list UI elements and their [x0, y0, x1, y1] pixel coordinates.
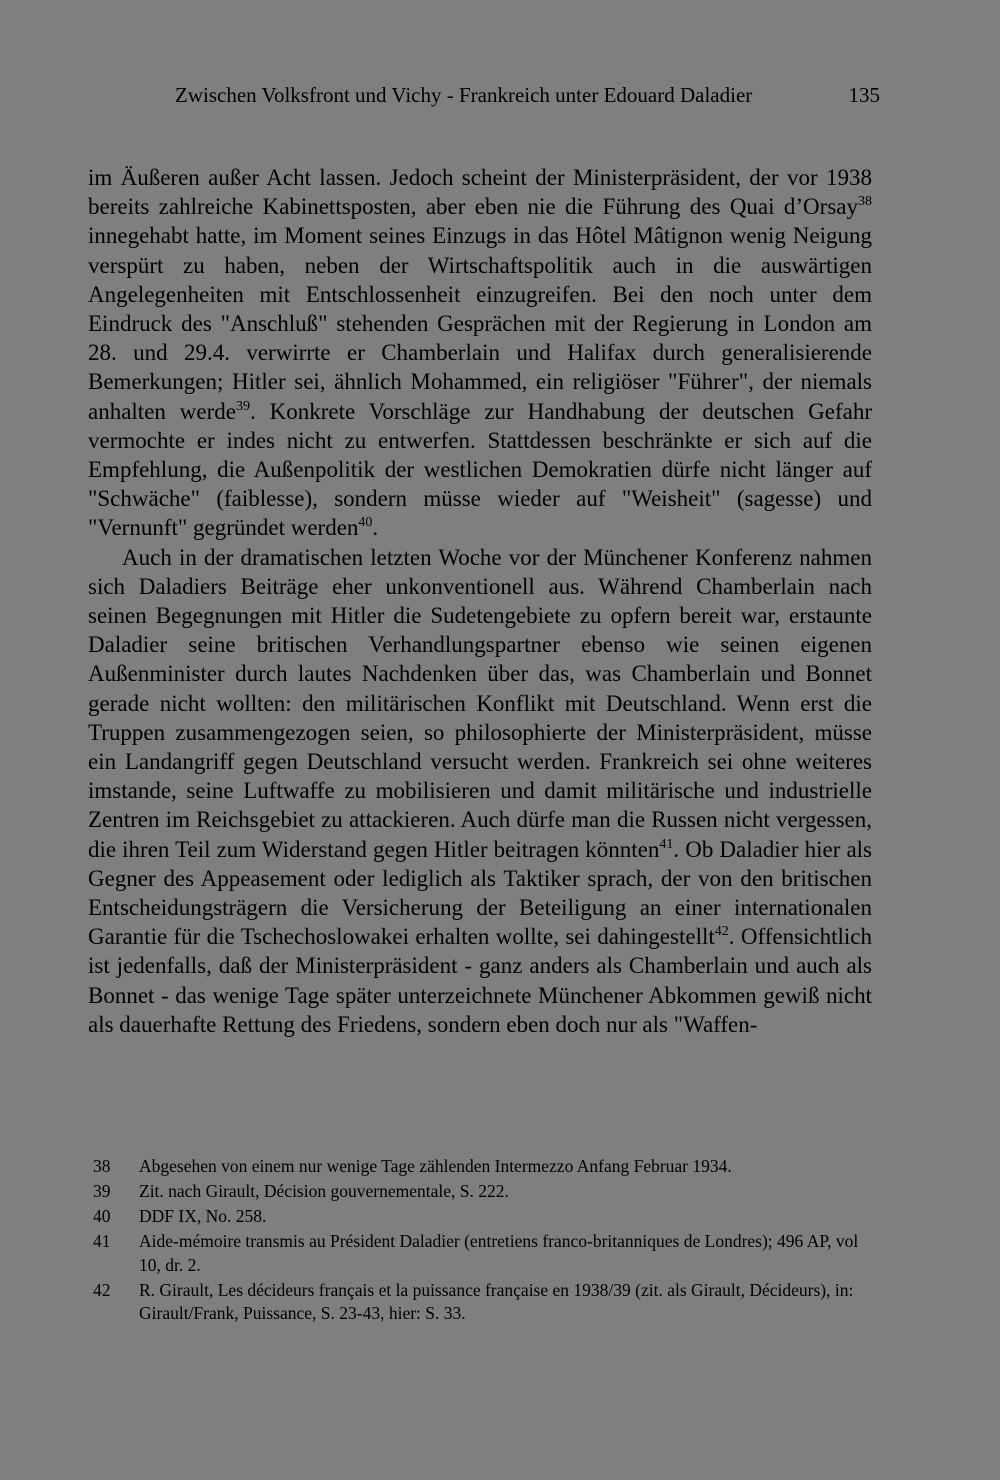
footnote-ref-42: 42	[714, 924, 729, 940]
page-number: 135	[848, 83, 880, 107]
footnote-text: Aide-mémoire transmis au Président Daladier (entretiens franco-britanniques de Londres); 496 AP, vol 10, dr. 2.	[139, 1231, 859, 1275]
footnote-number: 40	[93, 1206, 111, 1226]
footnote-text: DDF IX, No. 258.	[139, 1206, 267, 1226]
footnote-42	[93, 1279, 873, 1326]
footnote-ref-41: 41	[659, 836, 674, 852]
body-text	[88, 163, 872, 1039]
paragraph-1-text-3: . Konkrete Vorschläge zur Handhabung der deutschen Gefahr vermochte er indes nicht zu entwerfen. Stattdessen beschränkte er sich auf die Empfehlung, die Außenpolitik der westlichen Demokratien dürfe nicht länger auf "Schwäche" (faiblesse), sondern müsse wieder auf "Weisheit" (sagesse) und "Vernunft" gegründet werden	[88, 398, 872, 541]
paragraph-2-text-3: . Offensichtlich ist jedenfalls, daß der Ministerpräsident - ganz anders als Chamberlain und auch als Bonnet - das wenige Tage später unterzeichnete Münchener Abkommen gewiß nicht als dauerhafte Rettung des Friedens, sondern eben doch nur als "Waffen-	[88, 924, 872, 1037]
footnote-ref-40: 40	[358, 515, 373, 531]
paragraph-1-text-1: im Äußeren außer Acht lassen. Jedoch scheint der Ministerpräsident, der vor 1938 bereits zahlreiche Kabinettsposten, aber eben nie die Führung des Quai d’Orsay	[88, 165, 872, 220]
paragraph-2-text-2: . Ob Daladier hier als Gegner des Appeasement oder lediglich als Taktiker sprach, der von den britischen Entscheidungsträgern die Versicherung der Beteiligung an einer internationalen Garantie für die Tschechoslowakei erhalten wollte, sei dahingestellt	[88, 836, 872, 950]
paragraph-2	[88, 543, 872, 1039]
footnote-text: R. Girault, Les décideurs français et la puissance française en 1938/39 (zit. als Girault, Décideurs), in: Girault/Frank, Puissance, S. 23-43, hier: S. 33.	[139, 1279, 854, 1323]
footnote-38	[93, 1155, 873, 1179]
paragraph-2-text-1: Auch in der dramatischen letzten Woche vor der Münchener Konferenz nahmen sich Daladiers Beiträge eher unkonventionell aus. Während Chamberlain nach seinen Begegnungen mit Hitler die Sudetengebiete zu opfern bereit war, erstaunte Daladier seine britischen Verhandlungspartner ebenso wie seinen eigenen Außenminister durch lautes Nachdenken über das, was Chamberlain und Bonnet gerade nicht wollten: den militärischen Konflikt mit Deutschland. Wenn erst die Truppen zusammengezogen seien, so philosophierte der Ministerpräsident, müsse ein Landangriff gegen Deutschland versucht werden. Frankreich sei ohne weiteres imstande, seine Luftwaffe zu mobilisieren und damit militärische und industrielle Zentren im Reichsgebiet zu attackieren. Auch dürfe man die Russen nicht vergessen, die ihren Teil zum Widerstand gegen Hitler beitragen könnten	[88, 544, 872, 862]
paragraph-1	[88, 163, 872, 543]
footnote-number: 42	[93, 1279, 111, 1300]
footnote-text: Abgesehen von einem nur wenige Tage zählenden Intermezzo Anfang Februar 1934.	[139, 1156, 732, 1176]
paragraph-1-text-4: .	[372, 515, 379, 541]
footnote-number: 39	[93, 1181, 111, 1201]
footnote-41	[93, 1230, 873, 1277]
running-title: Zwischen Volksfront und Vichy - Frankreich unter Edouard Daladier	[175, 83, 753, 107]
footnote-40	[93, 1205, 873, 1229]
footnote-39	[93, 1180, 873, 1204]
paragraph-1-text-2: innegehabt hatte, im Moment seines Einzugs in das Hôtel Mâtignon wenig Neigung verspürt zu haben, neben der Wirtschaftspolitik auch in die auswärtigen Angelegenheiten mit Entschlossenheit einzugreifen. Bei den noch unter dem Eindruck des "Anschluß" stehenden Gesprächen mit der Regierung in London am 28. und 29.4. verwirrte er Chamberlain und Halifax durch generalisierende Bemerkungen; Hitler sei, ähnlich Mohammed, ein religiöser "Führer", der niemals anhalten werde	[88, 223, 872, 424]
footnote-number: 38	[93, 1156, 111, 1176]
footnote-text: Zit. nach Girault, Décision gouvernementale, S. 222.	[139, 1181, 509, 1201]
footnote-ref-39: 39	[235, 398, 250, 414]
footnotes	[93, 1155, 873, 1327]
footnote-ref-38: 38	[858, 194, 872, 210]
footnote-number: 41	[93, 1231, 111, 1251]
